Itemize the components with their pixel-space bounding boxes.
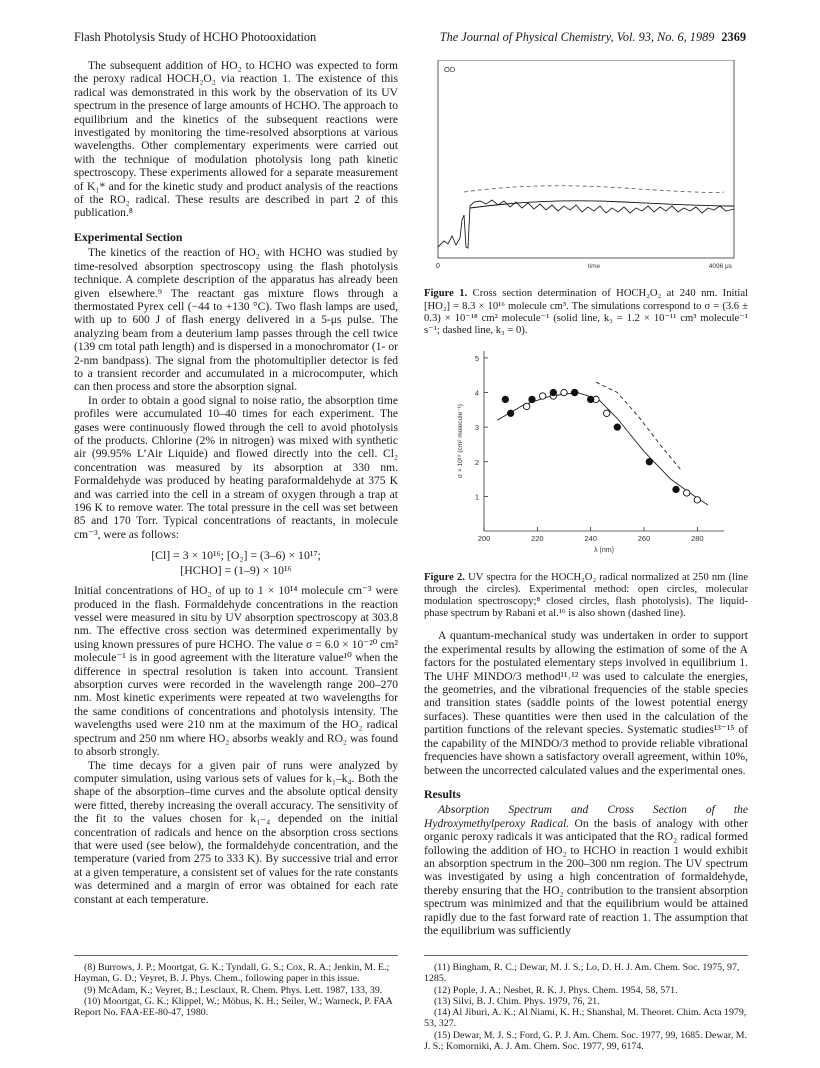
figure-1-caption-text: Cross section determination of HOCH₂O₂ at 240 nm. Initial [HO₂] = 8.3 × 10¹⁶ molecule cm³. The simulations correspond to σ = (3.6 ± 0.3) × 10⁻¹⁸ cm² molecule⁻¹ (solid line, k₃ = 1.2 × 10⁻¹¹ cm³ molecule⁻¹ s⁻¹; dashed line, k₃ = 0).	[424, 288, 748, 337]
flash-photolysis-point	[646, 459, 652, 465]
modulation-spectroscopy-point	[523, 403, 529, 409]
section-heading-results: Results	[424, 786, 461, 801]
x-axis-label: λ (nm)	[594, 547, 614, 555]
figure-1	[424, 60, 748, 337]
y-tick-label: 2	[474, 457, 479, 467]
figure-1-trace	[438, 200, 734, 248]
y-axis-label: σ × 10¹⁸ (cm² molecule⁻¹)	[457, 404, 464, 479]
y-tick-label: 1	[474, 492, 479, 502]
left-column	[74, 60, 398, 907]
flash-photolysis-point	[673, 486, 679, 492]
results-paragraph	[424, 804, 748, 938]
figure-1-frame	[438, 60, 734, 258]
page-number: 2369	[721, 30, 746, 44]
running-title: Flash Photolysis Study of HCHO Photooxidation	[74, 30, 317, 44]
flash-photolysis-point	[587, 396, 593, 402]
reference-item: (11) Bingham, R. C.; Dewar, M. J. S.; Lo, D. H. J. Am. Chem. Soc. 1975, 97, 1285.	[424, 962, 740, 985]
flash-photolysis-point	[571, 390, 577, 396]
figure-1-caption-label: Figure 1.	[424, 288, 468, 300]
equation-line-2: [HCHO] = (1–9) × 10¹⁶	[180, 563, 292, 578]
modulation-spectroscopy-point	[683, 490, 689, 496]
figure-2-caption-label: Figure 2.	[424, 571, 465, 583]
modulation-spectroscopy-point	[603, 410, 609, 416]
journal-name: The Journal of Physical Chemistry, Vol. 93, No. 6, 1989	[439, 30, 715, 44]
figure-2-chart	[424, 343, 748, 565]
figure-1-plot	[424, 60, 748, 282]
right-column	[424, 60, 748, 938]
x-tick-label: 200	[477, 534, 491, 544]
figure-2-caption	[424, 572, 748, 621]
x-tick-label: 280	[691, 534, 704, 544]
reference-item: (13) Silvi, B. J. Chim. Phys. 1979, 76, 21.	[434, 995, 600, 1007]
reference-item: (12) Pople, J. A.; Nesbet, R. K. J. Phys. Chem. 1954, 58, 571.	[434, 984, 678, 996]
section-heading-experimental: Experimental Section	[74, 229, 183, 244]
experimental-paragraph-2: In order to obtain a good signal to noise ratio, the absorption time profiles were accumulated 10–40 times for each experiment. The gases were continuously flowed through the cell to avoid photolysis of the products. Chlorine (2% in nitrogen) was mixed with synthetic air (99.95% L’Air Liquide) and flowed directly into the cell. Cl₂ concentration was measured by its absorption at 330 nm. Formaldehyde was produced by heating paraformaldehyde at 375 K and was carried into the cell in a stream of oxygen through a trap at 196 K to remove water. The total pressure in the cell was set between 85 and 170 Torr. Typical concentrations of reactants, in molecule cm⁻³, were as follows:	[74, 394, 398, 541]
flash-photolysis-point	[502, 396, 508, 402]
reference-item: (10) Moortgat, G. K.; Klippel, W.; Möbus, K. H.; Seiler, W.; Warneck, P. FAA Report No. FAA-EE-80-47, 1980.	[74, 995, 393, 1019]
experimental-paragraph-3: Initial concentrations of HO₂ of up to 1 × 10¹⁴ molecule cm⁻³ were produced in the flash. Formaldehyde concentrations in the reaction vessel were measured in situ by UV absorption spectroscopy at 303.8 nm. The effective cross section was determined experimentally by using known pressures of pure HCHO. The value σ = 6.0 × 10⁻²⁰ cm² molecule⁻¹ is in good agreement with the literature value¹⁰ when the difference in spectral resolution is taken into account. Transient absorption curves were recorded in the wavelength range 200–270 nm. Most kinetic experiments were repeated at two wavelengths for the same conditions of concentrations and photolysis intensity. The wavelengths used were 210 nm at the maximum of the HO₂ radical spectrum and 250 nm where HO₂ absorbs weakly and RO₂ was found to absorb strongly.	[74, 585, 398, 759]
figure-1-caption	[424, 288, 748, 337]
flash-photolysis-point	[550, 390, 556, 396]
figure-1-x-start: 0	[436, 263, 440, 270]
flash-photolysis-point	[507, 410, 513, 416]
running-header	[74, 30, 746, 46]
flash-photolysis-point	[614, 424, 620, 430]
figure-1-dashed-simulation	[464, 186, 724, 193]
x-tick-label: 260	[637, 534, 651, 544]
intro-paragraph: The subsequent addition of HO₂ to HCHO was expected to form the peroxy radical HOCH₂O₂ via reaction 1. The existence of this radical was demonstrated in this work by the observation of its UV spectrum in the presence of large amounts of HCHO. The approach to equilibrium and the kinetics of the subsequent reactions were investigated by monitoring the time-resolved absorptions at various wavelengths. Other complementary experiments were carried out with the technique of modulation photolysis long path kinetic spectroscopy. These experiments allowed for a separate measurement of K₁* and for the kinetic study and product analysis of the reactions of the RO₂ radical. These results are described in part 2 of this publication.⁸	[74, 60, 398, 220]
footnote-rule-left	[74, 955, 398, 956]
reference-item: (8) Burrows, J. P.; Moortgat, G. K.; Tyndall, G. S.; Cox, R. A.; Jenkin, M. E.; Hayman, G. D.; Veyret, B. J. Phys. Chem., following paper in this issue.	[74, 962, 390, 985]
experimental-paragraph-1: The kinetics of the reaction of HO₂ with HCHO was studied by time-resolved absorption spectroscopy using the flash photolysis technique. A complete description of the apparatus has already been given elsewhere.⁹ The reactant gas mixture flows through a thermostated Pyrex cell (−44 to +130 °C). Two flash lamps are used, with up to 600 J of flash energy delivered in a 5-μs pulse. The analyzing beam from a deuterium lamp passes through the cell twice (139 cm total path length) and is dispersed in a monochromator (1- or 2-nm bandpass). The signal from the photomultiplier detector is fed to a transient recorder and accumulated in a microcomputer, which can then process and store the absorption signal.	[74, 247, 398, 394]
figure-1-x-end: 4096 μs	[708, 263, 732, 270]
y-tick-label: 3	[474, 423, 479, 433]
footnote-rule-right	[424, 955, 748, 956]
figure-2	[424, 343, 748, 620]
figure-1-y-label: OD	[444, 65, 456, 74]
reference-item: (15) Dewar, M. J. S.; Ford, G. P. J. Am. Chem. Soc. 1977, 99, 1685. Dewar, M. J. S.; Komorniki, A. J. Am. Chem. Soc. 1977, 99, 6174.	[424, 1029, 748, 1053]
liquid-phase-dashed-line	[596, 382, 681, 470]
x-tick-label: 220	[531, 534, 544, 544]
references-left	[74, 955, 398, 1018]
references-right	[424, 955, 748, 1052]
experimental-paragraph-4: The time decays for a given pair of runs were analyzed by computer simulation, using various sets of values for k₁–k₄. Both the shape of the absorption–time curves and the absolute optical density were fitted, thereby increasing the overall accuracy. The sensitivity of the fit to the values chosen for k₁₋₄ depended on the initial concentration of radicals and hence on the absorption cross sections that were used (see below), the formaldehyde concentration, and the temperature (varied from 275 to 333 K). By successive trial and error at a given temperature, a consistent set of values for the rate constants was determined and a margin of error was obtained for each rate constant at each temperature.	[74, 759, 398, 906]
results-subheading: Absorption Spectrum and Cross Section of the Hydroxymethylperoxy Radical.	[424, 804, 748, 830]
reference-item: (9) McAdam, K.; Veyret, B.; Lesclaux, R. Chem. Phys. Lett. 1987, 133, 39.	[84, 984, 383, 996]
equation-line-1: [Cl] = 3 × 10¹⁶; [O₂] = (3–6) × 10¹⁷;	[151, 548, 321, 563]
figure-1-x-label: time	[587, 263, 601, 270]
journal-citation	[440, 30, 746, 45]
y-tick-label: 4	[474, 388, 479, 398]
x-tick-label: 240	[584, 534, 597, 544]
quantum-paragraph: A quantum-mechanical study was undertaken in order to support the experimental results by allowing the estimation of some of the A factors for the postulated elementary steps involved in equilibrium 1. The UHF MINDO/3 method¹¹˒¹² was used to calculate the energies, the geometries, and the vibrational frequencies of the stable species and transition states (saddle points of the lowest potential energy surfaces). These quantities were then used in the calculation of the partition functions of the relevant species. Systematic studies¹³⁻¹⁵ of the capability of the MINDO/3 method to provide reliable vibrational frequencies have shown a satisfactory overall agreement, within 10%, between the uncorrected calculated values and the experimental ones.	[424, 630, 748, 777]
modulation-spectroscopy-point	[539, 393, 545, 399]
flash-photolysis-point	[529, 396, 535, 402]
modulation-spectroscopy-point	[694, 497, 700, 503]
reference-item: (14) Al Jiburi, A. K.; Al Niami, K. H.; Shanshal, M. Theoret. Chim. Acta 1979, 53, 327.	[424, 1007, 747, 1030]
figure-2-caption-text: UV spectra for the HOCH₂O₂ radical normalized at 250 nm (line through the circles). Experimental method: open circles, molecular modulation spectroscopy;⁸ closed circles, flash photolysis). The liquid-phase spectrum by Rabani et al.¹⁶ is also shown (dashed line).	[424, 571, 748, 620]
y-tick-label: 5	[474, 354, 479, 364]
concentration-equation	[74, 548, 398, 578]
results-text: On the basis of analogy with other organic peroxy radicals it was anticipated that the RO₂ radical formed following the addition of HO₂ to HCHO in reaction 1 would exhibit an absorption spectrum in the 200–300 nm region. The UV spectrum was investigated by using a high concentration of formaldehyde, thereby ensuring that the HO₂ contribution to the transient absorption spectrum was minimized and that the equilibrium would be attained rapidly due to the fast forward rate of reaction 1. The assumption that the equilibrium was sufficiently	[424, 817, 749, 937]
modulation-spectroscopy-point	[561, 390, 567, 396]
